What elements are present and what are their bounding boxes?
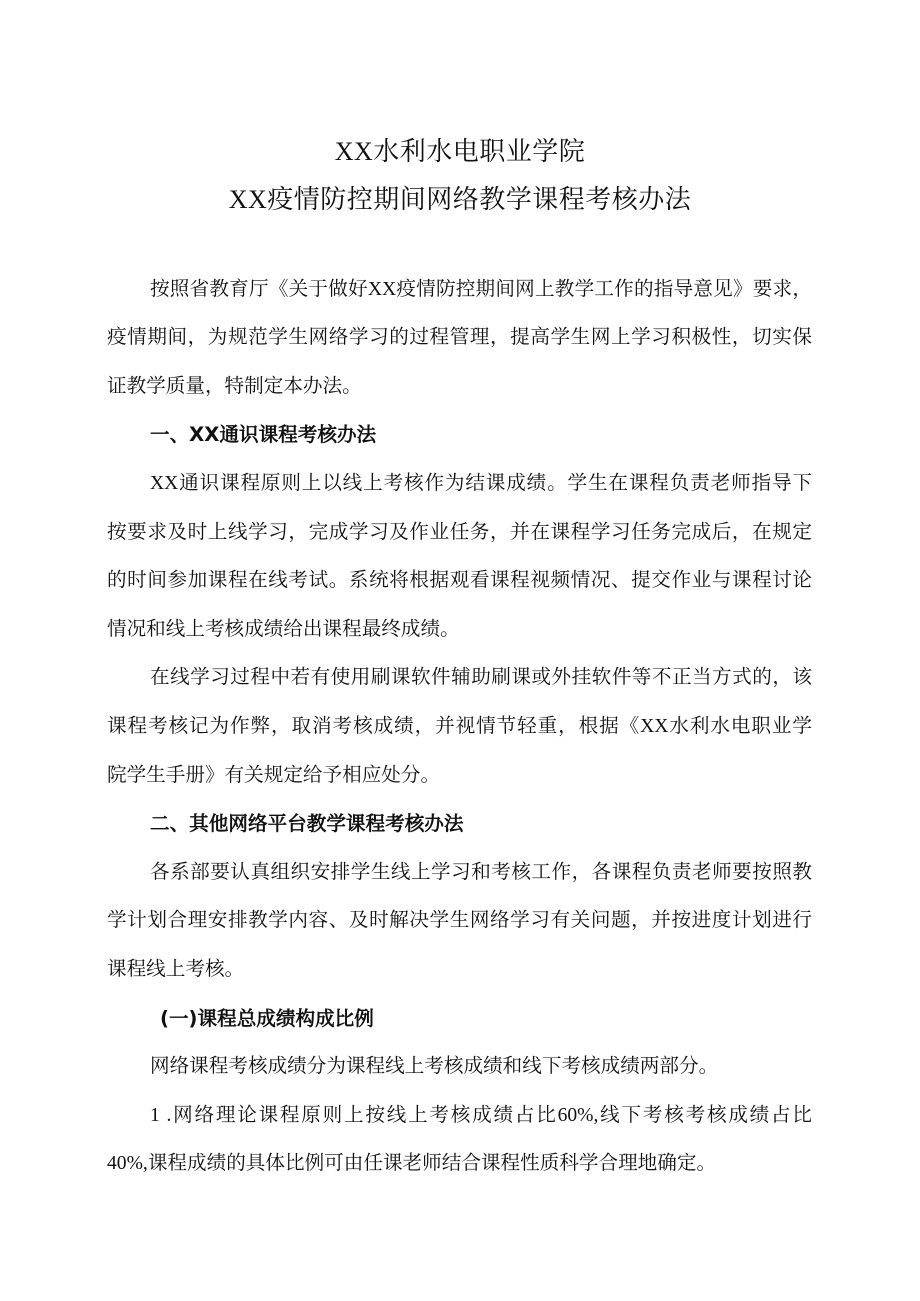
paragraph-line: 学计划合理安排教学内容、及时解决学生网络学习有关问题，并按进度计划进行 xyxy=(107,910,812,932)
subsection1-paragraph-2 xyxy=(107,1092,812,1189)
document-body xyxy=(107,266,812,1189)
section2-paragraph-1 xyxy=(107,849,812,995)
paragraph-line: 疫情期间，为规范学生网络学习的过程管理，提高学生网上学习积极性，切实保 xyxy=(107,327,812,349)
institution-title: XX水利水电职业学院 xyxy=(334,137,586,166)
paragraph-line: 证教学质量，特制定本办法。 xyxy=(107,375,362,397)
section1-paragraph-1 xyxy=(107,460,812,654)
intro-paragraph xyxy=(107,266,812,412)
paragraph-line: 1 .网络理论课程原则上按线上考核成绩占比60%,线下考核考核成绩占比 xyxy=(150,1104,812,1126)
paragraph-line: 的时间参加课程在线考试。系统将根据观看课程视频情况、提交作业与课程讨论 xyxy=(107,570,812,592)
paragraph-line: 40%,课程成绩的具体比例可由任课老师结合课程性质科学合理地确定。 xyxy=(107,1153,717,1175)
section-heading-2: 二、其他网络平台教学课程考核办法 xyxy=(150,812,464,836)
section-heading-1: 一、XX通识课程考核办法 xyxy=(150,423,377,447)
subsection1-paragraph-1 xyxy=(107,1043,812,1092)
paragraph-line: 情况和线上考核成绩给出课程最终成绩。 xyxy=(107,618,460,640)
paragraph-line: 课程考核记为作弊，取消考核成绩，并视情节轻重，根据《XX水利水电职业学 xyxy=(107,716,812,738)
paragraph-line: XX通识课程原则上以线上考核作为结课成绩。学生在课程负责老师指导下 xyxy=(150,473,812,495)
paragraph-line: 在线学习过程中若有使用刷课软件辅助刷课或外挂软件等不正当方式的，该 xyxy=(150,667,812,689)
paragraph-line: 网络课程考核成绩分为课程线上考核成绩和线下考核成绩两部分。 xyxy=(150,1056,719,1078)
paragraph-line: 按要求及时上线学习，完成学习及作业任务，并在课程学习任务完成后，在规定 xyxy=(107,521,812,543)
paragraph-line: 院学生手册》有关规定给予相应处分。 xyxy=(107,764,441,786)
paragraph-line: 按照省教育厅《关于做好XX疫情防控期间网上教学工作的指导意见》要求， xyxy=(150,278,812,300)
paragraph-line: 课程线上考核。 xyxy=(107,959,245,980)
document-title-block xyxy=(0,128,920,224)
paragraph-line: 各系部要认真组织安排学生线上学习和考核工作，各课程负责老师要按照教 xyxy=(150,861,812,883)
document-title: XX疫情防控期间网络教学课程考核办法 xyxy=(228,185,692,214)
subsection-heading-1: (一)课程总成绩构成比例 xyxy=(160,1006,374,1030)
section1-paragraph-2 xyxy=(107,654,812,800)
